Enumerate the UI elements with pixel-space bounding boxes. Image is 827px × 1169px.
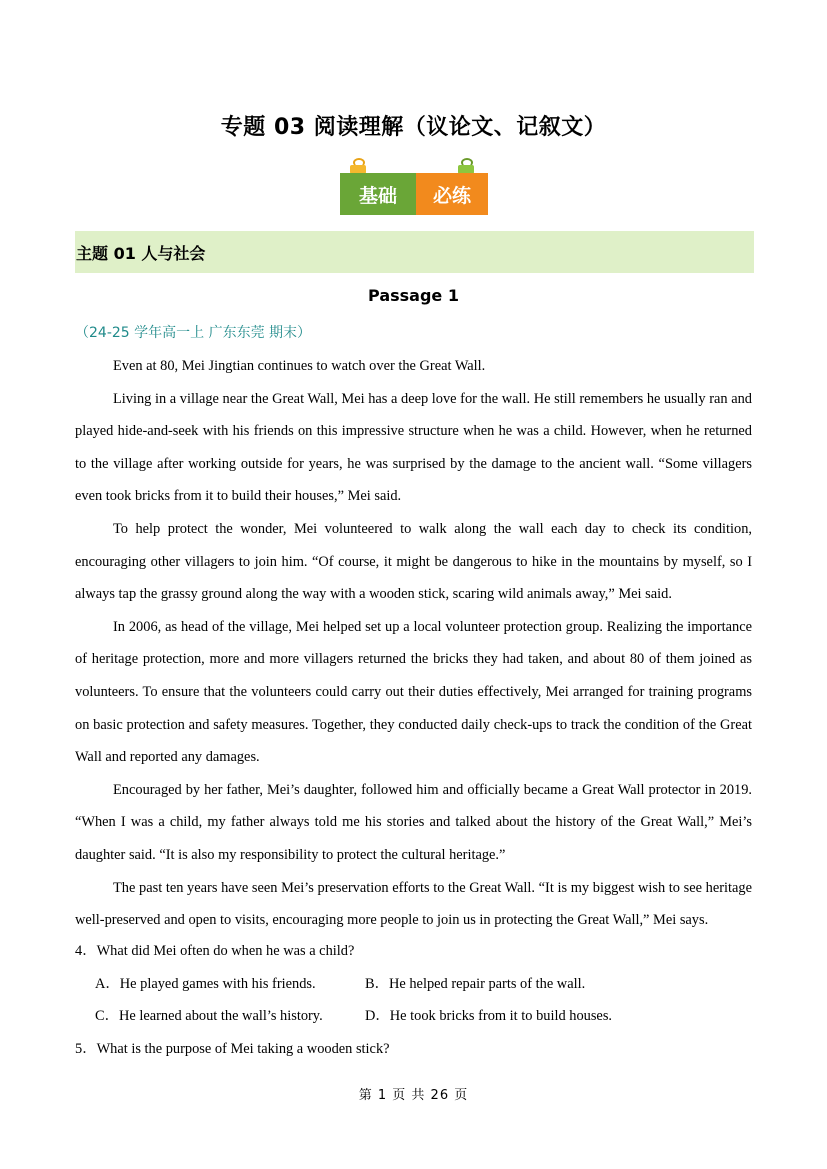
question-stem: 5．What is the purpose of Mei taking a wooden stick?: [75, 1040, 390, 1057]
paragraph: Encouraged by her father, Mei’s daughter, followed him and officially became a Great Wall protector in 2019. “When I was a child, my father always told me his stories and talked about the history of the Great Wall,” Mei’s daughter said. “It is also my responsibility to protect the cultural heritage.”: [75, 781, 752, 863]
question-stem: 4．What did Mei often do when he was a child?: [75, 943, 355, 959]
clip-icon: [458, 158, 474, 172]
clip-icon: [350, 158, 366, 172]
option-a: A．He played games with his friends.: [95, 975, 316, 992]
passage-title: Passage 1: [368, 286, 459, 305]
page-number: 第 1 页 共 26 页: [358, 1088, 469, 1103]
badge-label-right: 必练: [416, 173, 488, 215]
document-title: 专题 03 阅读理解（议论文、记叙文）: [220, 115, 607, 140]
paragraph: In 2006, as head of the village, Mei helped set up a local volunteer protection group. Realizing the importance of heritage protection, more and more villagers returned the bricks they had taken, and about 80 of them joined as volunteers. To ensure that the volunteers could carry out their duties effectively, Mei arranged for training programs on basic protection and safety measures. Together, they conducted daily check-ups to track the condition of the Great Wall and reported any damages.: [75, 618, 752, 766]
paragraph: Even at 80, Mei Jingtian continues to watch over the Great Wall.: [113, 358, 486, 374]
basic-practice-badge: [340, 158, 488, 216]
topic-heading: 主题 01 人与社会: [76, 243, 206, 263]
paragraph: To help protect the wonder, Mei volunteered to walk along the wall each day to check its condition, encouraging other villagers to join him. “Of course, it might be dangerous to hike in the mountains by myself, so I always tap the grassy ground along the way with a wooden stick, scaring wild animals away,” Mei said.: [75, 520, 752, 603]
option-c: C．He learned about the wall’s history.: [95, 1008, 323, 1025]
passage-source: （24-25 学年高一上 广东东莞 期末）: [75, 325, 312, 341]
paragraph: Living in a village near the Great Wall, Mei has a deep love for the wall. He still remembers he usually ran and played hide-and-seek with his friends on this impressive structure when he was a child. However, when he returned to the village after working outside for years, he was surprised by the damage to the ancient wall. “Some villagers even took bricks from it to build their houses,” Mei said.: [75, 390, 752, 505]
option-d: D．He took bricks from it to build houses.: [365, 1008, 613, 1025]
paragraph: The past ten years have seen Mei’s preservation efforts to the Great Wall. “It is my biggest wish to see heritage well-preserved and open to visits, encouraging more people to join us in protecting the Great Wall,” Mei says.: [75, 879, 752, 929]
passage-body: [75, 350, 752, 937]
option-b: B．He helped repair parts of the wall.: [365, 975, 586, 992]
question-list: [75, 935, 752, 1065]
badge-label-left: 基础: [340, 173, 416, 215]
topic-heading-bar: [75, 231, 754, 273]
option-row: [95, 968, 752, 1001]
option-row: [95, 1000, 752, 1033]
